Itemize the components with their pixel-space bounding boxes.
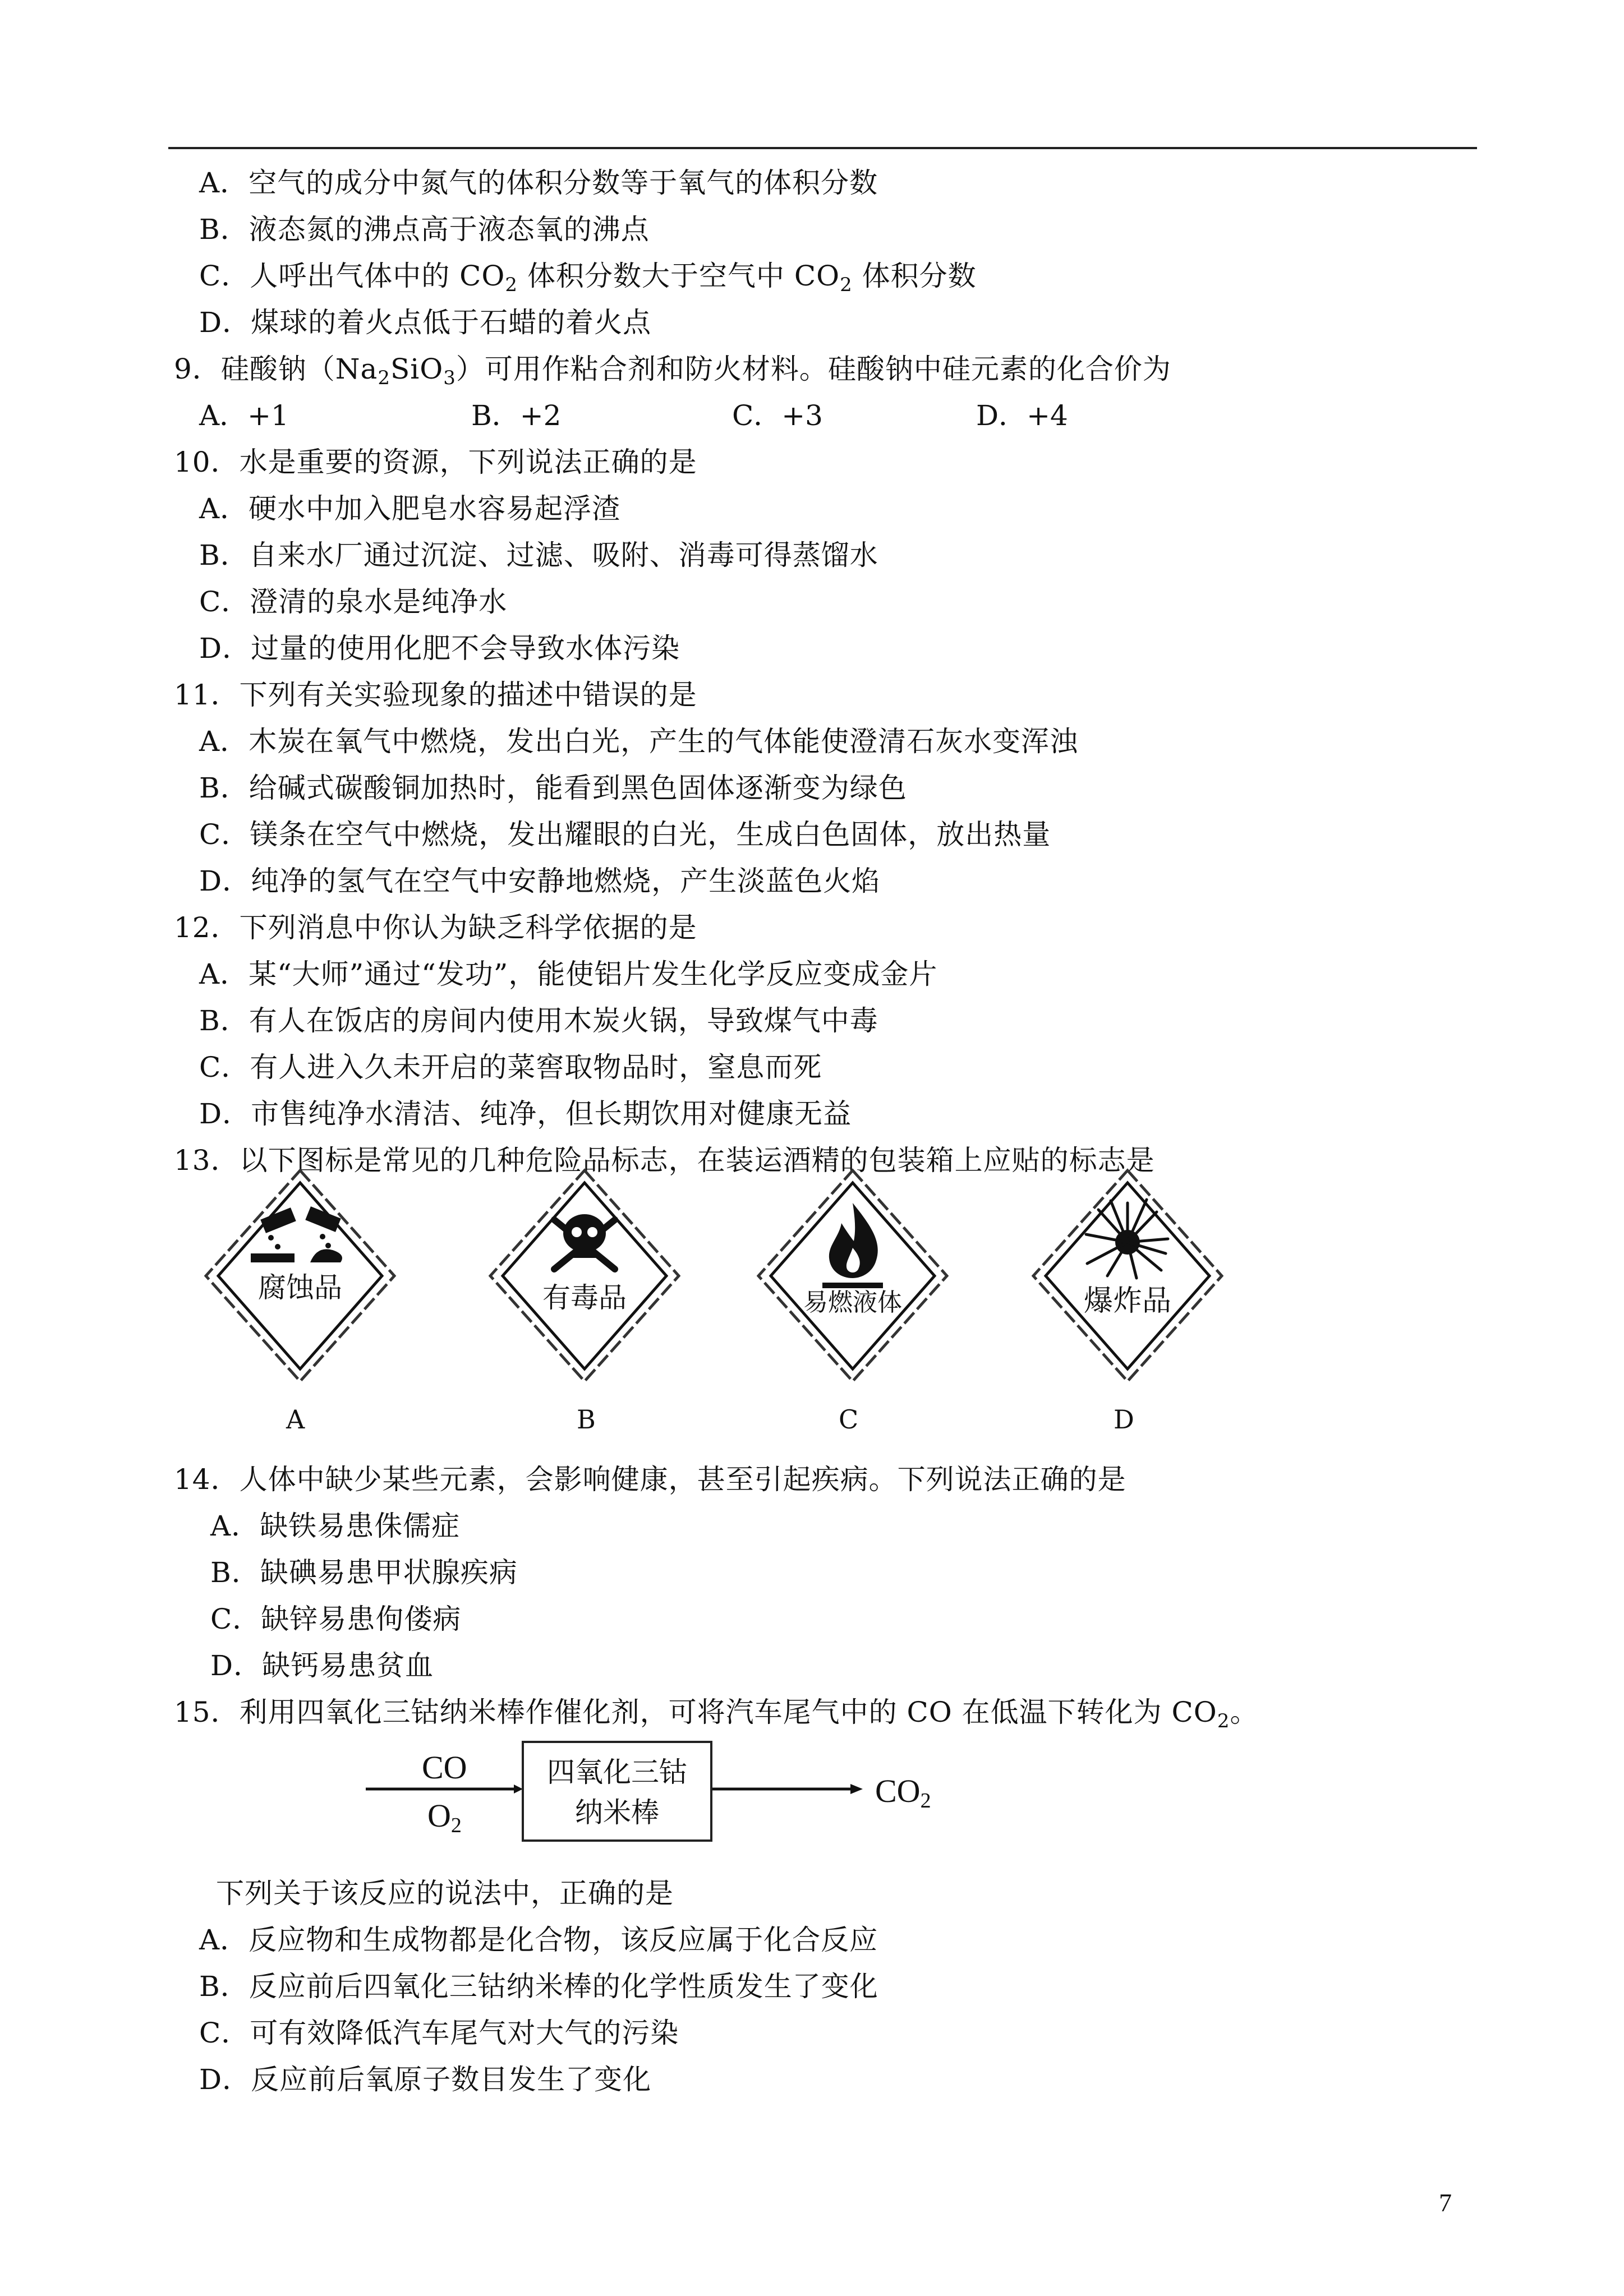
q10-option-c: C．澄清的泉水是纯净水 <box>199 585 508 618</box>
explosion-icon <box>1086 1200 1168 1278</box>
q9-option-d: D．+4 <box>976 399 1068 432</box>
header-rule <box>168 147 1477 149</box>
sign-label: 腐蚀品 <box>258 1271 342 1304</box>
hazard-sign-flammable-liquid <box>752 1164 954 1388</box>
q13-stem: 13．以下图标是常见的几种危险品标志，在装运酒精的包装箱上应贴的标志是 <box>174 1144 1155 1177</box>
sign-label: 爆炸品 <box>1083 1284 1172 1318</box>
hazard-sign-explosive <box>1027 1164 1229 1388</box>
sign-label: 易燃液体 <box>803 1288 902 1317</box>
sign-letter-c: C <box>839 1404 859 1435</box>
sign-label: 有毒品 <box>542 1281 627 1314</box>
q15-option-b: B．反应前后四氧化三钴纳米棒的化学性质发生了变化 <box>199 1970 878 2003</box>
q11-option-c: C．镁条在空气中燃烧，发出耀眼的白光，生成白色固体，放出热量 <box>199 818 1051 851</box>
flame-icon <box>822 1203 883 1288</box>
q12-option-d: D．市售纯净水清洁、纯净，但长期饮用对健康无益 <box>199 1098 852 1130</box>
q12-option-a: A．某“大师”通过“发功”，能使铝片发生化学反应变成金片 <box>199 958 938 990</box>
q15-option-d: D．反应前后氧原子数目发生了变化 <box>199 2063 652 2096</box>
sign-letter-b: B <box>577 1404 596 1435</box>
q11-option-a: A．木炭在氧气中燃烧，发出白光，产生的气体能使澄清石灰水变浑浊 <box>199 725 1079 758</box>
reactant-o2: $O_2$ <box>427 1797 462 1837</box>
q15-stem: 15．利用四氧化三钴纳米棒作催化剂，可将汽车尾气中的 CO 在低温下转化为 $CO_2$。 <box>174 1696 1259 1732</box>
q8-option-b: B．液态氮的沸点高于液态氧的沸点 <box>199 213 650 246</box>
q12-option-c: C．有人进入久未开启的菜窖取物品时，窒息而死 <box>199 1051 822 1084</box>
q10-option-a: A．硬水中加入肥皂水容易起浮渣 <box>199 492 621 525</box>
q14-option-c: C．缺锌易患佝偻病 <box>210 1603 462 1635</box>
q14-stem: 14．人体中缺少某些元素，会影响健康，甚至引起疾病。下列说法正确的是 <box>174 1463 1126 1496</box>
product-co2: $CO_2$ <box>875 1773 931 1813</box>
q9-option-c: C．+3 <box>732 399 823 432</box>
sign-letter-a: A <box>286 1404 305 1435</box>
page-number: 7 <box>1439 2188 1452 2217</box>
q10-option-b: B．自来水厂通过沉淀、过滤、吸附、消毒可得蒸馏水 <box>199 539 878 571</box>
q14-option-b: B．缺碘易患甲状腺疾病 <box>210 1556 518 1589</box>
reactant-co: CO <box>422 1749 467 1786</box>
q11-option-d: D．纯净的氢气在空气中安静地燃烧，产生淡蓝色火焰 <box>199 865 881 897</box>
corrosive-icon <box>251 1206 342 1262</box>
q12-stem: 12．下列消息中你认为缺乏科学依据的是 <box>174 911 697 944</box>
output-arrow <box>712 1783 864 1795</box>
skull-icon <box>554 1214 615 1269</box>
q12-option-b: B．有人在饭店的房间内使用木炭火锅，导致煤气中毒 <box>199 1004 878 1037</box>
input-arrow <box>366 1783 523 1795</box>
q15-option-a: A．反应物和生成物都是化合物，该反应属于化合反应 <box>199 1924 878 1956</box>
q8-option-d: D．煤球的着火点低于石蜡的着火点 <box>199 306 652 339</box>
q15-option-c: C．可有效降低汽车尾气对大气的污染 <box>199 2017 679 2049</box>
hazard-sign-corrosive <box>199 1164 401 1388</box>
catalyst-box <box>522 1741 712 1842</box>
q14-option-a: A．缺铁易患侏儒症 <box>210 1510 461 1542</box>
q10-option-d: D．过量的使用化肥不会导致水体污染 <box>199 632 680 665</box>
q15-lead: 下列关于该反应的说法中，正确的是 <box>216 1877 674 1910</box>
q9-option-b: B．+2 <box>471 399 562 432</box>
q8-option-c: C．人呼出气体中的 $CO_2$ 体积分数大于空气中 $CO_2$ 体积分数 <box>199 260 977 296</box>
q11-stem: 11．下列有关实验现象的描述中错误的是 <box>174 679 697 711</box>
q10-stem: 10．水是重要的资源，下列说法正确的是 <box>174 446 697 478</box>
q14-option-d: D．缺钙易患贫血 <box>210 1649 434 1682</box>
q9-stem: 9．硅酸钠$(Na_2SiO_3)$可用作粘合剂和防火材料。硅酸钠中硅元素的化合价为 <box>174 353 1171 389</box>
q11-option-b: B．给碱式碳酸铜加热时，能看到黑色固体逐渐变为绿色 <box>199 772 907 804</box>
q9-option-a: A．+1 <box>199 399 289 432</box>
catalyst-label-line2: 纳米棒 <box>575 1796 659 1829</box>
sign-letter-d: D <box>1114 1404 1134 1435</box>
catalyst-label-line1: 四氧化三钴 <box>547 1756 687 1788</box>
q8-option-a: A．空气的成分中氮气的体积分数等于氧气的体积分数 <box>199 167 878 199</box>
hazard-sign-toxic <box>484 1164 686 1388</box>
